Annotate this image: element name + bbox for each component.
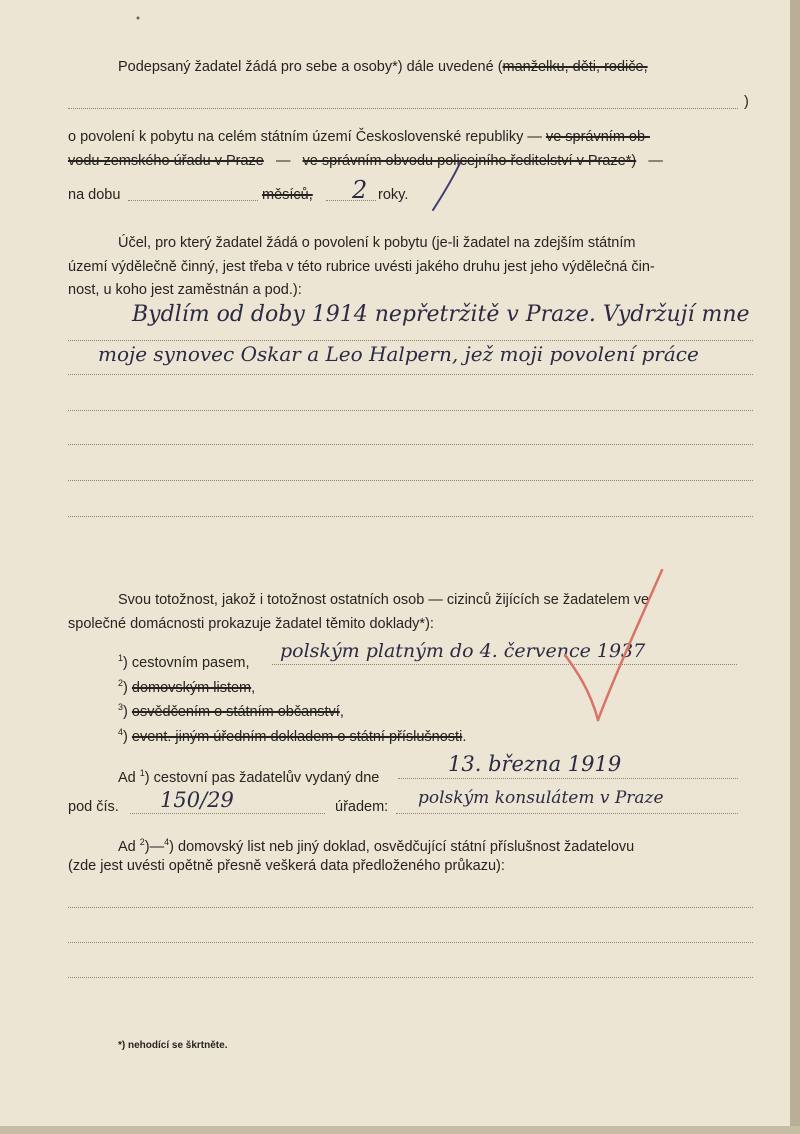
permit-struck-1: ve správním ob- bbox=[545, 129, 650, 145]
doc-item-4: $^4$) event. jiným úředním dokladem o státní příslušnosti. bbox=[118, 727, 467, 745]
passport-office: polským konsulátem v Praze bbox=[418, 788, 664, 808]
identity-line-1: Svou totožnost, jakož i totožnost ostatních osob — cizinců žijících se žadatelem ve bbox=[118, 592, 650, 608]
doc-item-1: $^1$) cestovním pasem, bbox=[118, 653, 250, 671]
permit-struck-3: ve správním obvodu policejního ředitelství v Praze*) bbox=[302, 153, 637, 169]
footnote: *) nehodící se škrtněte. bbox=[118, 1040, 228, 1051]
identity-line-2: společné domácnosti prokazuje žadatel těmito doklady*): bbox=[68, 616, 434, 632]
red-check-short-stroke bbox=[565, 655, 598, 720]
years-label: roky. bbox=[378, 187, 409, 203]
purpose-handwritten-1: Bydlím od doby 1914 nepřetržitě v Praze. Vydržují mne bbox=[132, 302, 750, 327]
permit-struck-2: vodu zemského úřadu v Praze bbox=[68, 153, 264, 169]
passport-line: Ad $^1$) cestovní pas žadatelův vydaný dne bbox=[118, 768, 380, 786]
years-handwritten: 2 bbox=[352, 176, 368, 204]
duration-label: na dobu bbox=[68, 187, 121, 203]
passport-number: 150/29 bbox=[160, 788, 234, 812]
purpose-handwritten-2: moje synovec Oskar a Leo Halpern, jež moji povolení práce bbox=[98, 342, 699, 366]
red-check-long-stroke bbox=[598, 570, 662, 720]
months-struck: měsíců, bbox=[262, 187, 313, 203]
doc-item-2: $^2$) domovským listem, bbox=[118, 678, 256, 696]
purpose-line-3: nost, u koho jest zaměstnán a pod.): bbox=[68, 282, 302, 298]
permit-line-1: o povolení k pobytu na celém státním území Československé republiky — ve správním ob- bbox=[68, 129, 650, 145]
purpose-line-2: území výdělečně činný, jest třeba v této rubrice uvésti jakého druhu jest jeho výdělečná čin- bbox=[68, 259, 655, 275]
passport-office-label: úřadem: bbox=[335, 799, 389, 815]
doc-item-3: $^3$) osvědčením o státním občanství, bbox=[118, 702, 344, 720]
passport-no-label: pod čís. bbox=[68, 799, 119, 815]
doc-1-handwritten: polským platným do 4. července 1937 bbox=[280, 640, 646, 662]
blue-pen-tick bbox=[433, 163, 460, 210]
domicile-line-1: Ad $^2$)—$^4$) domovský list neb jiný doklad, osvědčující státní příslušnost žadatelovu bbox=[118, 837, 635, 855]
passport-date: 13. března 1919 bbox=[448, 752, 622, 776]
intro-struck-text: manželku, děti, rodiče, bbox=[502, 59, 648, 75]
intro-line: Podepsaný žadatel žádá pro sebe a osoby*) dále uvedené (manželku, děti, rodiče, bbox=[118, 59, 648, 75]
ink-dot bbox=[137, 17, 140, 20]
permit-line-2: vodu zemského úřadu v Praze — ve správním obvodu policejního ředitelství v Praze*) — bbox=[68, 153, 663, 169]
purpose-line-1: Účel, pro který žadatel žádá o povolení k pobytu (je-li žadatel na zdejším státním bbox=[118, 235, 636, 251]
domicile-line-2: (zde jest uvésti opětně přesně veškerá data předloženého průkazu): bbox=[68, 858, 505, 874]
intro-close-paren: ) bbox=[744, 94, 749, 110]
